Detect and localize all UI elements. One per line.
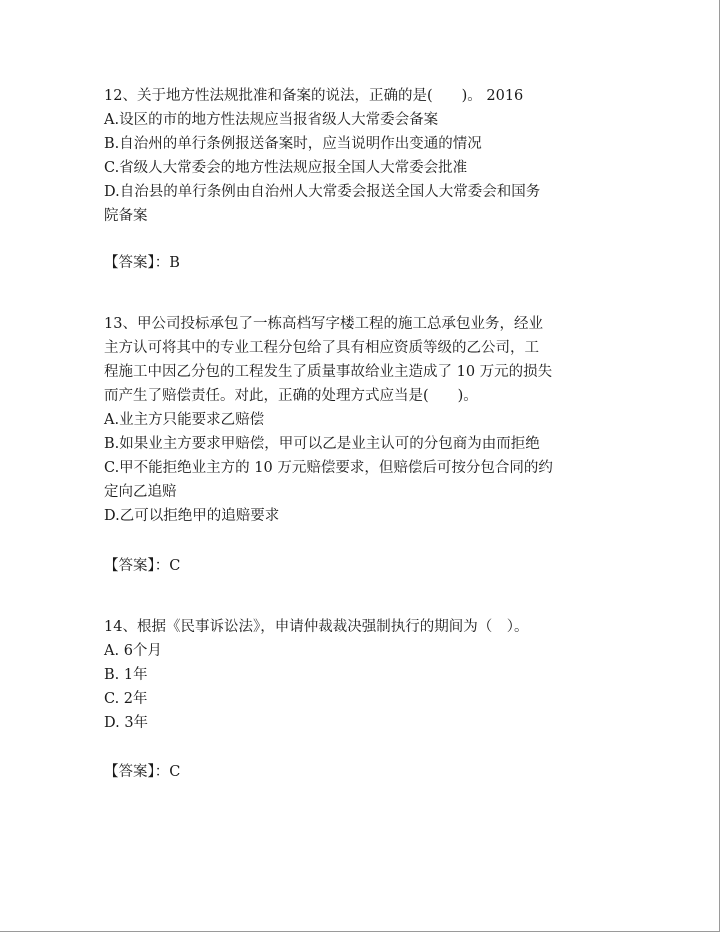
- question-stem-line-1: 13、甲公司投标承包了一栋高档写字楼工程的施工总承包业务，经业: [104, 316, 543, 332]
- question-stem-line-3: 程施工中因乙分包的工程发生了质量事故给业主造成了 10 万元的损失: [104, 364, 553, 380]
- option-c: C.省级人大常委会的地方性法规应报全国人大常委会批准: [104, 160, 468, 176]
- option-b: B.如果业主方要求甲赔偿，甲可以乙是业主认可的分包商为由而拒绝: [104, 436, 540, 452]
- question-stem: 12、关于地方性法规批准和备案的说法，正确的是( )。 2016: [104, 88, 524, 104]
- option-d-continued: 院备案: [104, 208, 148, 224]
- question-14: [104, 615, 614, 735]
- option-a: A. 6个月: [104, 643, 162, 659]
- option-c: C. 2年: [104, 691, 148, 707]
- option-d: D. 3年: [104, 715, 149, 731]
- option-c: C.甲不能拒绝业主方的 10 万元赔偿要求，但赔偿后可按分包合同的约: [104, 460, 553, 476]
- option-d: D.乙可以拒绝甲的追赔要求: [104, 508, 280, 524]
- option-d: D.自治县的单行条例由自治州人大常委会报送全国人大常委会和国务: [104, 184, 541, 200]
- option-c-continued: 定向乙追赔: [104, 484, 177, 500]
- option-b: B.自治州的单行条例报送备案时，应当说明作出变通的情况: [104, 136, 482, 152]
- answer-13: 【答案】：C: [104, 558, 181, 574]
- answer-14: 【答案】：C: [104, 764, 181, 780]
- option-a: A.设区的市的地方性法规应当报省级人大常委会备案: [104, 112, 439, 128]
- answer-12: 【答案】：B: [104, 255, 180, 271]
- question-12: [104, 84, 614, 228]
- question-stem-line-2: 主方认可将其中的专业工程分包给了具有相应资质等级的乙公司，工: [104, 340, 539, 356]
- document-body: [104, 84, 614, 784]
- option-b: B. 1年: [104, 667, 148, 683]
- question-13: [104, 312, 614, 528]
- option-a: A.业主方只能要求乙赔偿: [104, 412, 265, 428]
- question-stem: 14、根据《民事诉讼法》，申请仲裁裁决强制执行的期间为（ ）。: [104, 619, 529, 635]
- question-stem-line-4: 而产生了赔偿责任。对此，正确的处理方式应当是( )。: [104, 388, 478, 404]
